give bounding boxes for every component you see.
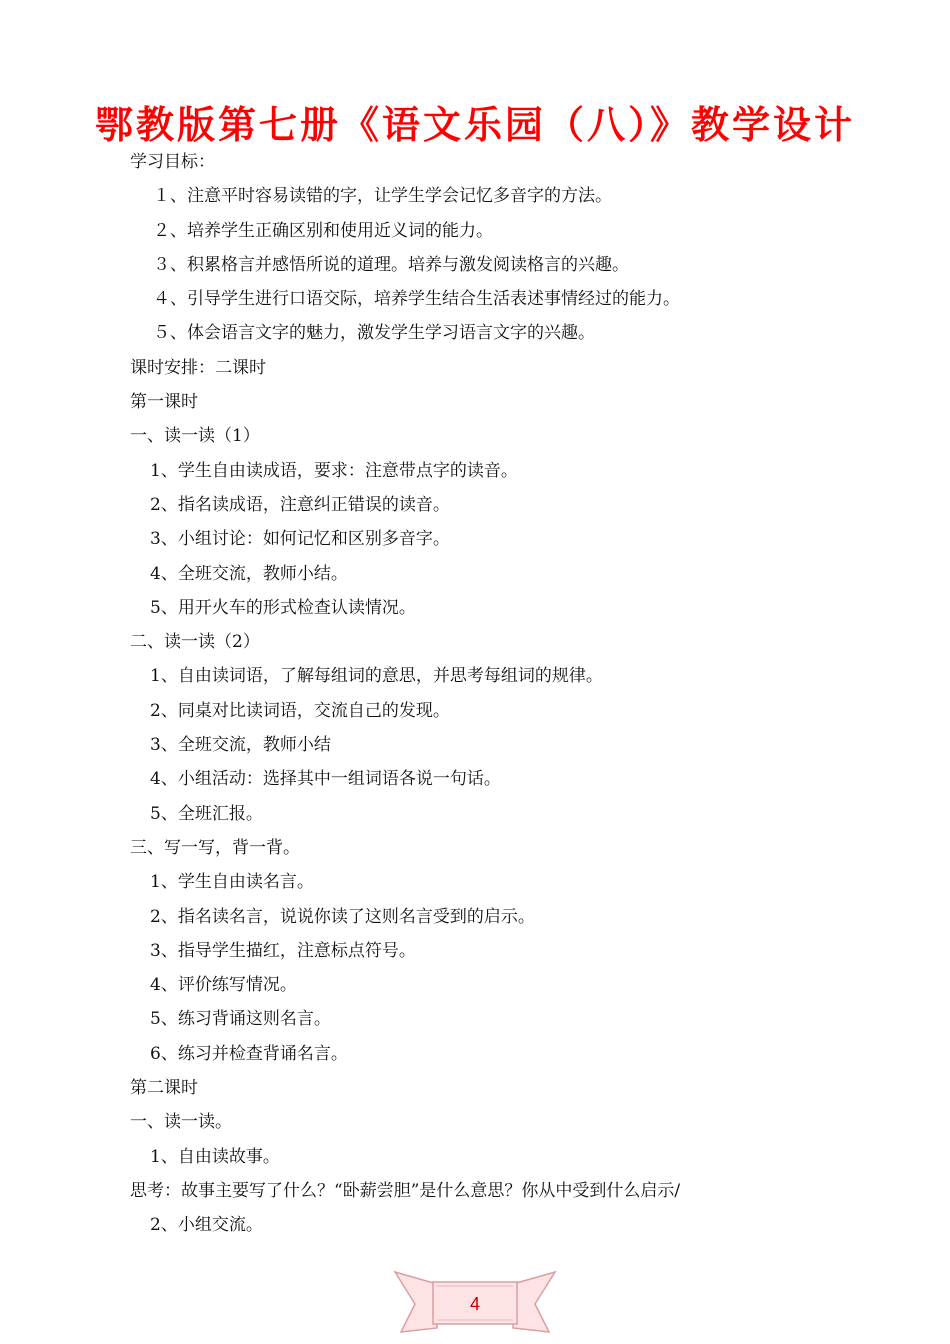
thinking-prompt: 思考：故事主要写了什么？“卧薪尝胆”是什么意思？你从中受到什么启示/ bbox=[130, 1180, 681, 1201]
section2-step: 5、全班汇报。 bbox=[150, 803, 263, 824]
section4-step: 1、自由读故事。 bbox=[150, 1146, 280, 1167]
section2-step: 4、小组活动：选择其中一组词语各说一句话。 bbox=[150, 769, 501, 790]
page-title: 鄂教版第七册《语文乐园（八）》教学设计 bbox=[94, 103, 855, 147]
section2-heading: 二、读一读（2） bbox=[130, 632, 260, 653]
section1-step: 1、学生自由读成语，要求：注意带点字的读音。 bbox=[150, 460, 518, 481]
section2-step: 1、自由读词语，了解每组词的意思，并思考每组词的规律。 bbox=[150, 666, 603, 687]
section3-step: 6、练习并检查背诵名言。 bbox=[150, 1043, 348, 1064]
document-body bbox=[0, 145, 950, 1243]
section3-step: 2、指名读名言，说说你读了这则名言受到的启示。 bbox=[150, 906, 535, 927]
objective-item: １、注意平时容易读错的字，让学生学会记忆多音字的方法。 bbox=[153, 186, 612, 207]
section3-step: 1、学生自由读名言。 bbox=[150, 872, 314, 893]
objective-item: ５、体会语言文字的魅力，激发学生学习语言文字的兴趣。 bbox=[153, 323, 595, 344]
section1-step: 5、用开火车的形式检查认读情况。 bbox=[150, 597, 416, 618]
section3-step: 3、指导学生描红，注意标点符号。 bbox=[150, 940, 416, 961]
page-number: 4 bbox=[469, 1294, 480, 1314]
section1-step: 4、全班交流，教师小结。 bbox=[150, 563, 348, 584]
section3-heading: 三、写一写，背一背。 bbox=[130, 837, 300, 858]
schedule: 课时安排：二课时 bbox=[130, 357, 266, 378]
section4-step: 2、小组交流。 bbox=[150, 1215, 263, 1236]
section2-step: 2、同桌对比读词语，交流自己的发现。 bbox=[150, 700, 450, 721]
section1-step: 2、指名读成语，注意纠正错误的读音。 bbox=[150, 494, 450, 515]
objective-item: ２、培养学生正确区别和使用近义词的能力。 bbox=[153, 220, 493, 241]
lesson1-heading: 第一课时 bbox=[130, 392, 198, 413]
section1-step: 3、小组讨论：如何记忆和区别多音字。 bbox=[150, 529, 450, 550]
objective-item: ４、引导学生进行口语交际，培养学生结合生活表述事情经过的能力。 bbox=[153, 289, 680, 310]
section1-heading: 一、读一读（1） bbox=[130, 426, 260, 447]
section3-step: 5、练习背诵这则名言。 bbox=[150, 1009, 331, 1030]
objective-item: ３、积累格言并感悟所说的道理。培养与激发阅读格言的兴趣。 bbox=[153, 254, 629, 275]
section4-heading: 一、读一读。 bbox=[130, 1112, 232, 1133]
page-number-ribbon bbox=[393, 1270, 557, 1334]
section2-step: 3、全班交流，教师小结 bbox=[150, 735, 331, 756]
lesson2-heading: 第二课时 bbox=[130, 1078, 198, 1099]
section3-step: 4、评价练写情况。 bbox=[150, 975, 297, 996]
objectives-heading: 学习目标： bbox=[130, 152, 215, 172]
